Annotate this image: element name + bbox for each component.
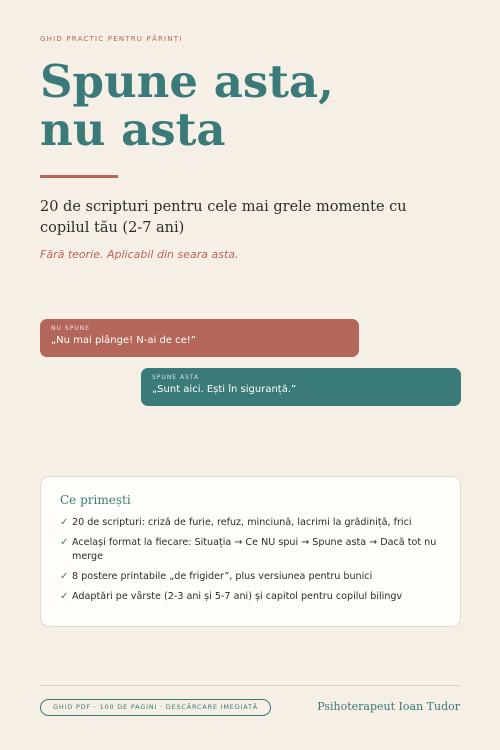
benefits-title: Ce primești	[60, 493, 131, 507]
say-this-label: SPUNE ASTA	[152, 374, 200, 381]
benefits-list	[60, 516, 441, 604]
list-item-text: Același format la fiecare: Situația → Ce NU spui → Spune asta → Dacă tot nu merge	[72, 537, 437, 562]
title-line-2: nu asta	[40, 103, 226, 156]
list-item-text: Adaptări pe vârste (2-3 ani și 5-7 ani) și capitol pentru copilul bilingv	[72, 591, 403, 602]
dont-say-text: „Nu mai plânge! N-ai de ce!”	[51, 335, 196, 346]
list-item	[60, 570, 441, 584]
list-item	[60, 536, 441, 564]
check-icon: ✓	[60, 591, 69, 602]
page-title	[40, 55, 470, 156]
say-this-bubble	[141, 368, 461, 406]
check-icon: ✓	[60, 517, 69, 528]
tagline: Fără teorie. Aplicabil din seara asta.	[40, 248, 239, 261]
say-this-text: „Sunt aici. Ești în siguranță.”	[152, 384, 297, 395]
title-divider	[40, 175, 118, 178]
list-item	[60, 590, 441, 604]
kicker: GHID PRACTIC PENTRU PĂRINȚI	[40, 35, 183, 43]
check-icon: ✓	[60, 571, 69, 582]
list-item-text: 20 de scripturi: criză de furie, refuz, minciună, lacrimi la grădiniță, frici	[72, 517, 412, 528]
footer-divider	[40, 685, 461, 686]
format-badge: GHID PDF · 100 DE PAGINI · DESCĂRCARE IMEDIATĂ	[40, 699, 271, 716]
author-name: Psihoterapeut Ioan Tudor	[317, 700, 460, 713]
list-item-text: 8 postere printabile „de frigider”, plus versiunea pentru bunici	[72, 571, 373, 582]
check-icon: ✓	[60, 537, 69, 548]
benefits-card	[40, 476, 461, 627]
list-item	[60, 516, 441, 530]
dont-say-bubble	[40, 319, 359, 357]
title-line-1: Spune asta,	[40, 55, 334, 108]
dont-say-label: NU SPUNE	[51, 325, 90, 332]
subtitle: 20 de scripturi pentru cele mai grele momente cu copilul tău (2-7 ani)	[40, 199, 407, 236]
